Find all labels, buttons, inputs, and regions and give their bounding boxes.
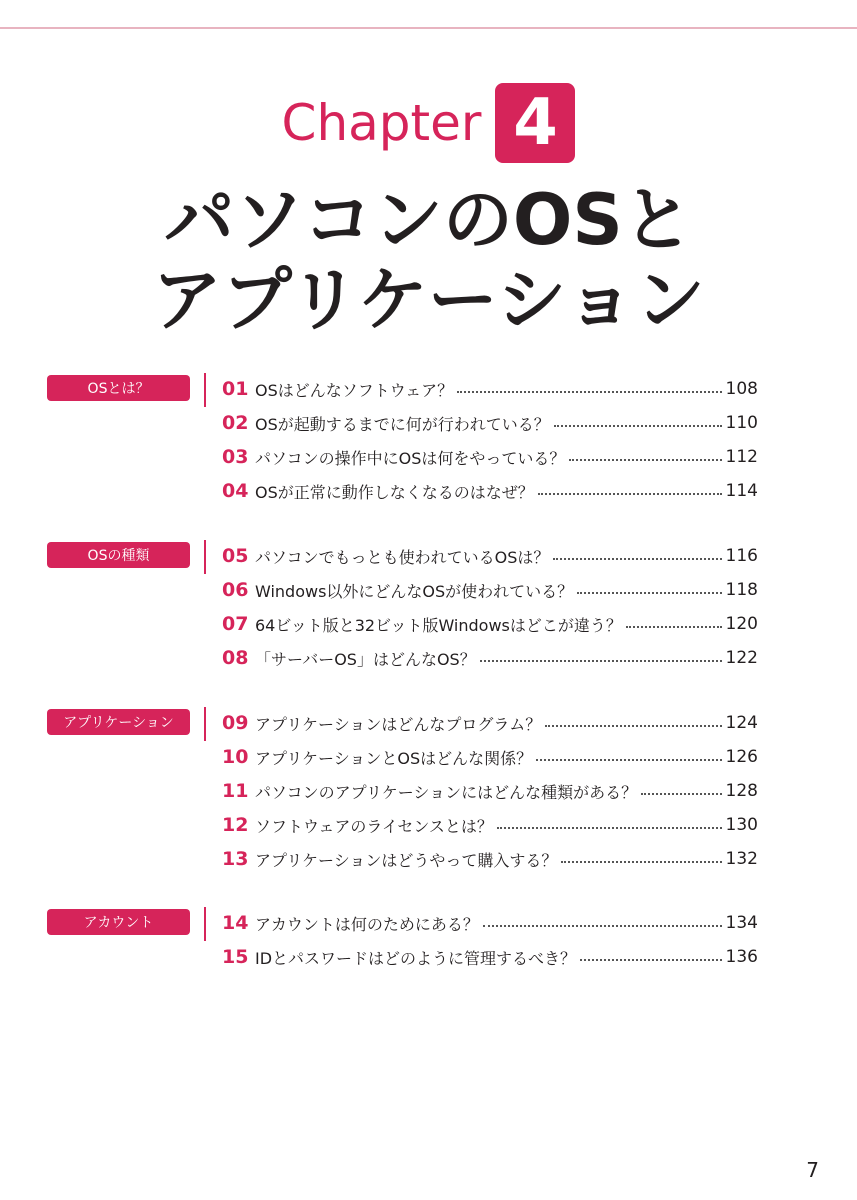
entry-page: 134 xyxy=(725,913,758,933)
entry-text: OSが起動するまでに何が行われている？ xyxy=(255,414,550,434)
entry-number: 12 xyxy=(222,814,249,836)
toc-entry[interactable] xyxy=(222,372,758,406)
toc-entry[interactable] xyxy=(222,706,758,740)
toc-entry[interactable] xyxy=(222,607,758,641)
entry-page: 110 xyxy=(725,413,758,433)
leader-dots xyxy=(553,558,721,560)
entry-text: OSはどんなソフトウェア？ xyxy=(255,380,454,400)
entry-page: 116 xyxy=(725,546,758,566)
entry-page: 124 xyxy=(725,713,758,733)
entry-number: 05 xyxy=(222,545,249,567)
leader-dots xyxy=(577,592,721,594)
entry-number: 11 xyxy=(222,780,249,802)
entry-text: パソコンのアプリケーションにはどんな種類がある？ xyxy=(255,782,638,802)
chapter-title-line-2: アプリケーション xyxy=(152,259,705,341)
entry-number: 14 xyxy=(222,912,249,934)
toc-entry[interactable] xyxy=(222,539,758,573)
entry-page: 112 xyxy=(725,447,758,467)
leader-dots xyxy=(457,391,721,393)
entry-page: 128 xyxy=(725,781,758,801)
entry-text: 64ビット版と32ビット版Windowsはどこが違う？ xyxy=(255,615,622,635)
toc-entry[interactable] xyxy=(222,906,758,940)
entry-text: アプリケーションはどんなプログラム？ xyxy=(255,714,542,734)
section-divider xyxy=(204,707,206,741)
entry-page: 114 xyxy=(725,481,758,501)
chapter-title-line-1: パソコンのOSと xyxy=(164,179,693,261)
section-divider xyxy=(204,373,206,407)
toc-entry[interactable] xyxy=(222,842,758,876)
leader-dots xyxy=(483,925,722,927)
entry-text: パソコンでもっとも使われているOSは？ xyxy=(255,547,550,567)
entry-page: 122 xyxy=(725,648,758,668)
entry-text: ソフトウェアのライセンスとは？ xyxy=(255,816,493,836)
entry-text: アプリケーションはどうやって購入する？ xyxy=(255,850,558,870)
leader-dots xyxy=(480,660,722,662)
entry-number: 04 xyxy=(222,480,249,502)
leader-dots xyxy=(561,861,721,863)
entry-number: 01 xyxy=(222,378,249,400)
leader-dots xyxy=(641,793,721,795)
leader-dots xyxy=(626,626,722,628)
entry-number: 09 xyxy=(222,712,249,734)
entry-text: パソコンの操作中にOSは何をやっている？ xyxy=(255,448,566,468)
chapter-word: Chapter xyxy=(281,94,482,152)
section-tag: OSの種類 xyxy=(47,542,190,568)
entry-page: 136 xyxy=(725,947,758,967)
top-rule xyxy=(0,27,857,29)
entry-number: 02 xyxy=(222,412,249,434)
page-number: 7 xyxy=(806,1158,819,1182)
entry-text: OSが正常に動作しなくなるのはなぜ？ xyxy=(255,482,534,502)
toc-entry[interactable] xyxy=(222,440,758,474)
entry-text: Windows以外にどんなOSが使われている？ xyxy=(255,581,574,601)
leader-dots xyxy=(545,725,721,727)
section-divider xyxy=(204,540,206,574)
toc-entry[interactable] xyxy=(222,641,758,675)
entry-number: 10 xyxy=(222,746,249,768)
entry-text: IDとパスワードはどのように管理するべき？ xyxy=(255,948,577,968)
entry-page: 130 xyxy=(725,815,758,835)
entry-number: 13 xyxy=(222,848,249,870)
leader-dots xyxy=(536,759,721,761)
leader-dots xyxy=(538,493,722,495)
entry-page: 120 xyxy=(725,614,758,634)
entry-page: 132 xyxy=(725,849,758,869)
leader-dots xyxy=(554,425,722,427)
leader-dots xyxy=(497,827,722,829)
entry-number: 08 xyxy=(222,647,249,669)
entry-number: 06 xyxy=(222,579,249,601)
toc-entry[interactable] xyxy=(222,940,758,974)
entry-page: 118 xyxy=(725,580,758,600)
section-tag: アプリケーション xyxy=(47,709,190,735)
entry-page: 126 xyxy=(725,747,758,767)
entry-number: 03 xyxy=(222,446,249,468)
toc-entry[interactable] xyxy=(222,474,758,508)
toc-entry[interactable] xyxy=(222,406,758,440)
leader-dots xyxy=(580,959,722,961)
chapter-heading xyxy=(0,78,857,168)
entry-text: アプリケーションとOSはどんな関係？ xyxy=(255,748,533,768)
leader-dots xyxy=(569,459,721,461)
entry-text: 「サーバーOS」はどんなOS？ xyxy=(255,649,476,669)
toc-entry[interactable] xyxy=(222,740,758,774)
toc-entry[interactable] xyxy=(222,808,758,842)
section-tag: OSとは？ xyxy=(47,375,190,401)
section-tag: アカウント xyxy=(47,909,190,935)
section-divider xyxy=(204,907,206,941)
entry-number: 15 xyxy=(222,946,249,968)
entry-number: 07 xyxy=(222,613,249,635)
entry-text: アカウントは何のためにある？ xyxy=(255,914,479,934)
entry-page: 108 xyxy=(725,379,758,399)
toc-entry[interactable] xyxy=(222,573,758,607)
chapter-number-badge: 4 xyxy=(495,83,575,163)
toc-entry[interactable] xyxy=(222,774,758,808)
